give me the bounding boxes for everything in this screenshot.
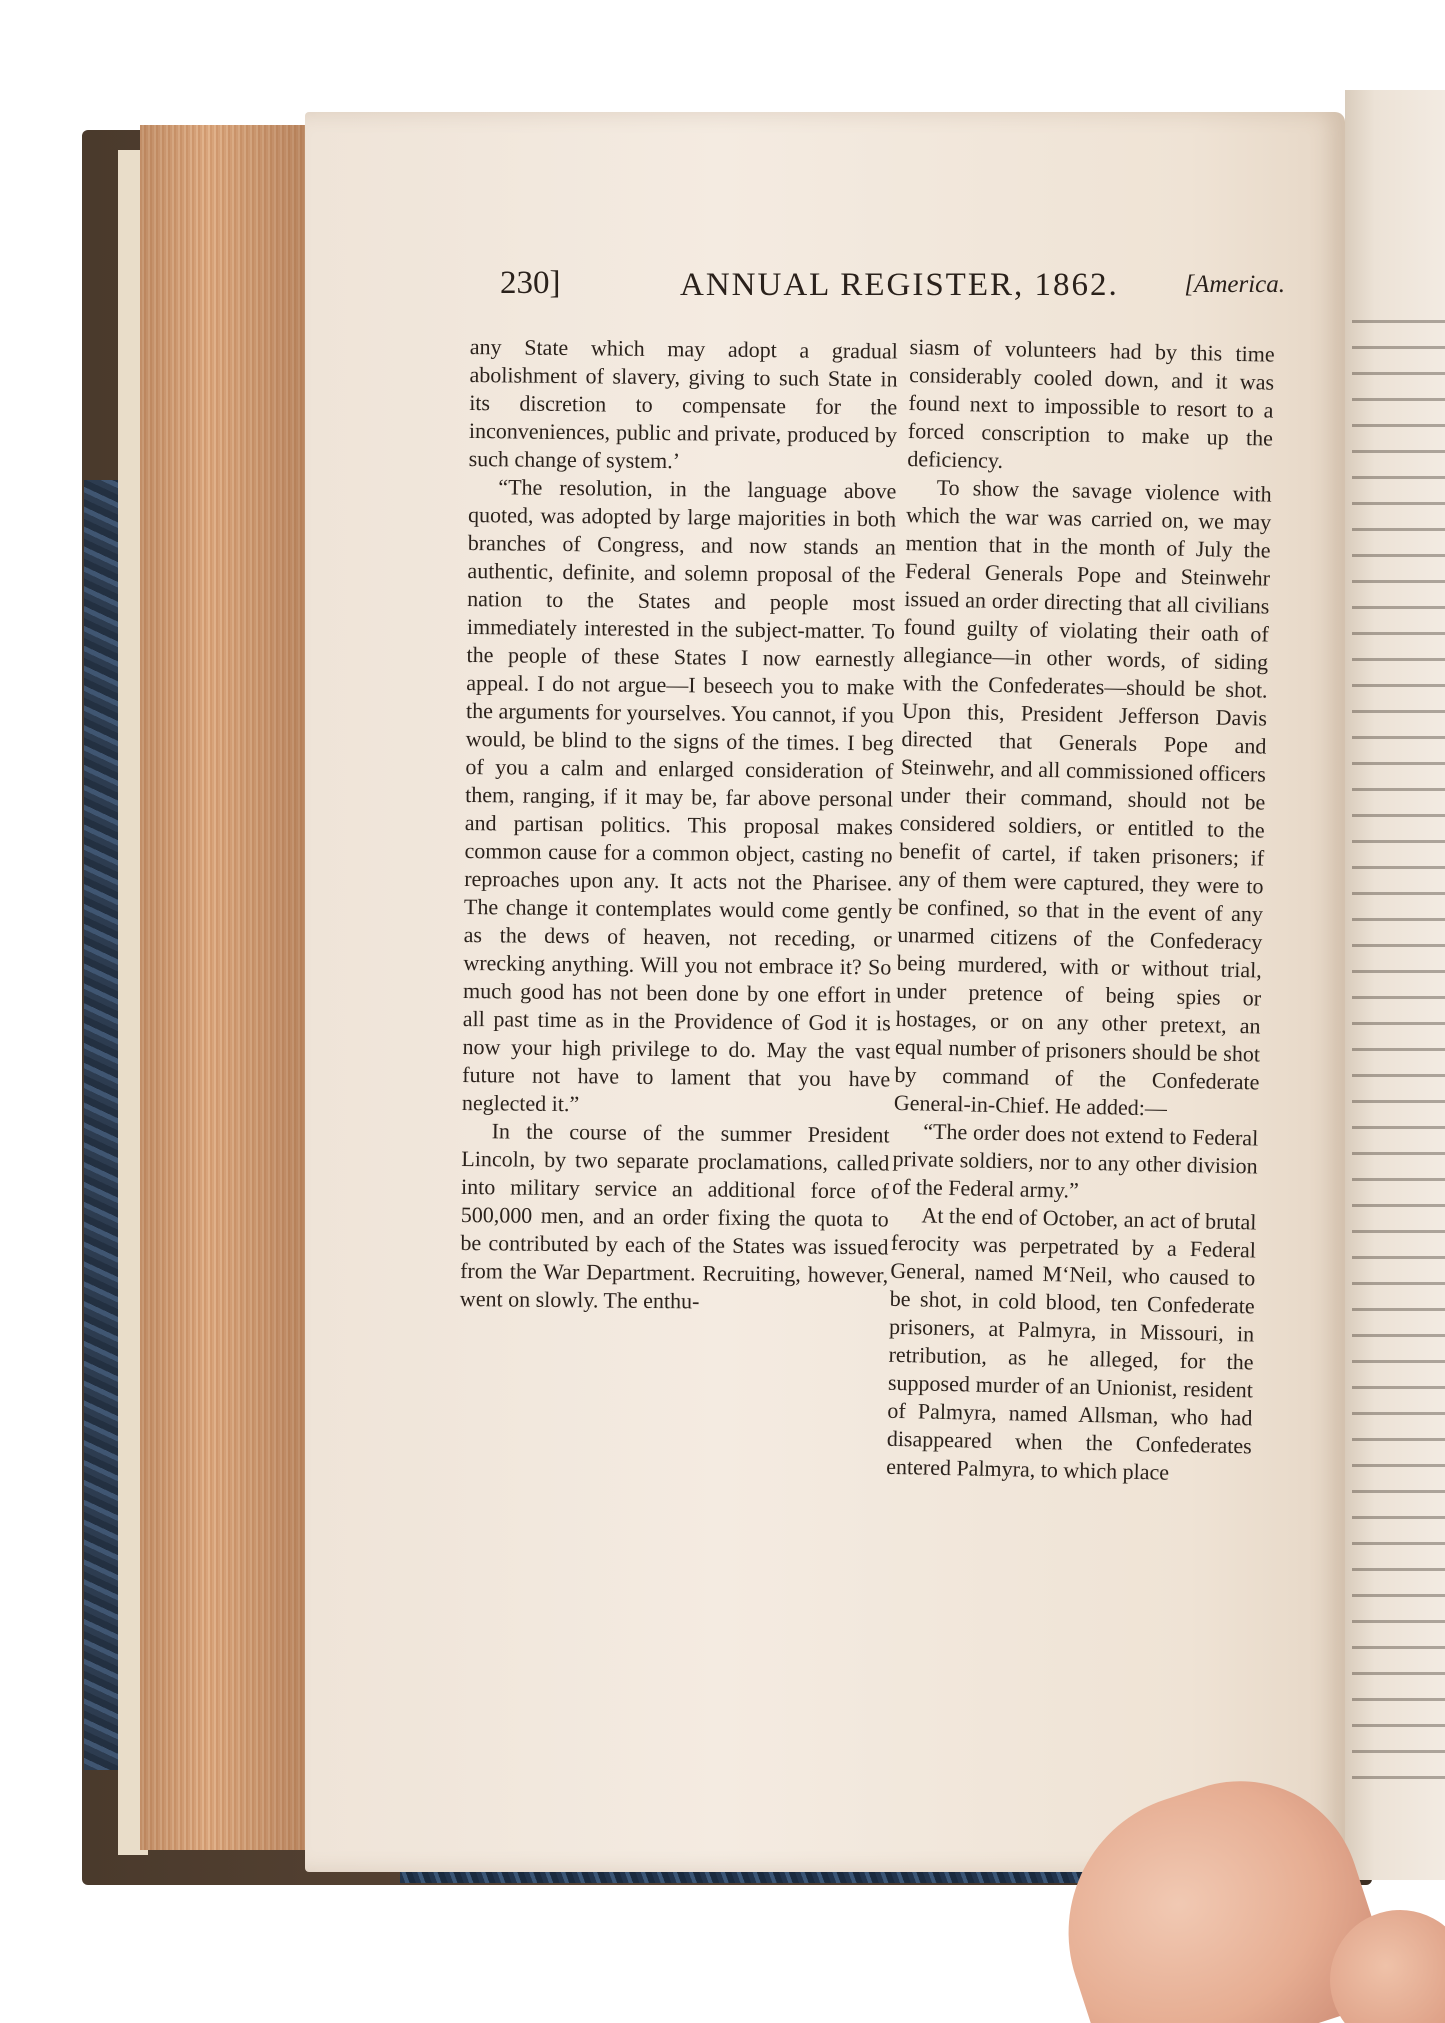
page-number: 230] [500,265,561,301]
paragraph: “The resolution, in the language above quoted, was adopted by large majorities in both branches of Congress, and now stands an authentic, definite, and solemn proposal of the nation to the States and people most immediately interested in the subject-matter. To the people of these States I now earnestly appeal. I do not argue—I beseech you to make the arguments for yourselves. You cannot, if you would, be blind to the signs of the times. I beg of you a calm and enlarged consideration of them, ranging, if it may be, far above personal and partisan politics. This proposal makes common cause for a common object, casting no reproaches upon any. It acts not the Pharisee. The change it contemplates would come gently as the dews of heaven, not receding, or wrecking anything. Will you not embrace it? So much good has not been done by one effort in all past time as in the Providence of God it is now your high privilege to do. May the vast future not have to lament that you have neglected it.” [461,474,897,1117]
facing-page-text [1352,320,1445,1780]
page-block-shade [140,125,310,1850]
right-column [886,333,1275,1488]
quotation: “The order does not extend to Federal private soldiers, nor to any other division of the Federal army.” [891,1118,1259,1203]
left-column [460,333,898,1317]
paragraph: siasm of volunteers had by this time considerably cooled down, and it was found next to impossible to resort to a forced conscription to make up the deficiency. [907,333,1275,473]
paragraph: any State which may adopt a gradual abolishment of slavery, giving to such State in its discretion to compensate for the inconveniences, public and private, produced by such change of system.’ [468,333,898,474]
running-header [500,265,1285,315]
paragraph: At the end of October, an act of brutal ferocity was perpetrated by a Federal General, named M‘Neil, who caused to be shot, in cold blood, ten Confederate prisoners, at Palmyra, in Missouri, in retribution, as he alleged, for the supposed murder of an Unionist, resident of Palmyra, named Allsman, who had disappeared when the Confederates entered Palmyra, to which place [886,1202,1257,1485]
paragraph: To show the savage violence with which the war was carried on, we may mention that in the month of July the Federal Generals Pope and Steinwehr issued an order directing that all civilians found guilty of violating their oath of allegiance—in other words, of siding with the Confederates—should be shot. Upon this, President Jefferson Davis directed that Generals Pope and Steinwehr, and all commissioned officers under their command, should not be considered soldiers, or entitled to the benefit of cartel, if taken prisoners; if any of them were captured, they were to be confined, so that in the event of any unarmed citizens of the Confederacy being murdered, with or without trial, under pretence of being spies or hostages, or on any other pretext, an equal number of prisoners should be shot by command of the Confederate General-in-Chief. He added:— [893,474,1272,1121]
section-label: [America. [1184,271,1285,298]
running-title: ANNUAL REGISTER, 1862. [680,267,1119,303]
paragraph: In the course of the summer President Lincoln, by two separate proclamations, called into military service an additional force of 500,000 men, and an order fixing the quota to be contributed by each of the States was issued from the War Department. Recruiting, however, went on slowly. The enthu- [459,1118,890,1314]
